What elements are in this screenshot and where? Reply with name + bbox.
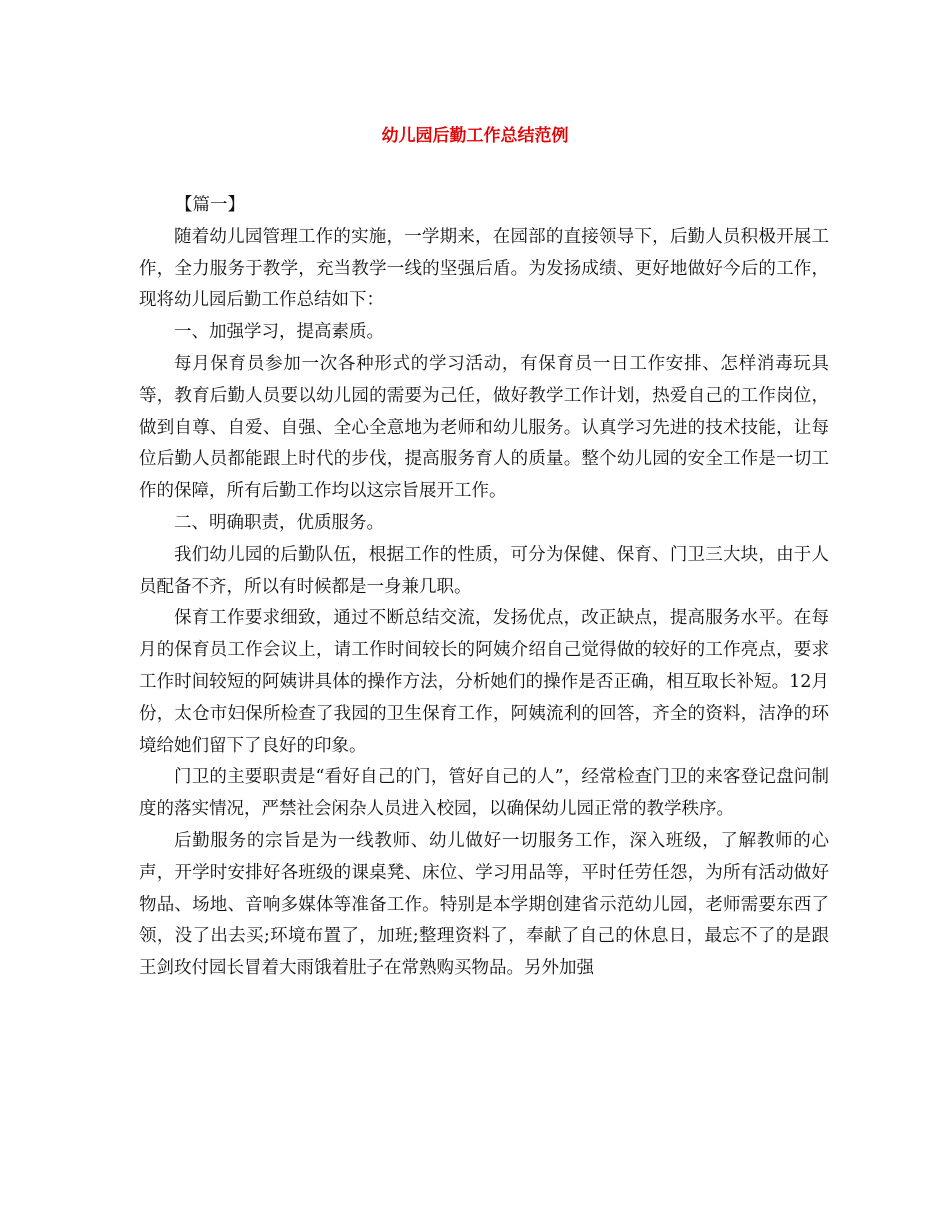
heading-study: 一、加强学习，提高素质。 (174, 322, 384, 343)
document-title: 幼儿园后勤工作总结范例 (381, 126, 569, 146)
paragraph-guard: 门卫的主要职责是“看好自己的门，管好自己的人”，经常检查门卫的来客登记盘问制度的落实情况，严禁社会闲杂人员进入校园，以确保幼儿园正常的教学秩序。 (139, 767, 829, 820)
heading-duties: 二、明确职责，优质服务。 (174, 512, 384, 533)
paragraph-team: 我们幼儿园的后勤队伍，根据工作的性质，可分为保健、保育、门卫三大块，由于人员配备不齐，所以有时候都是一身兼几职。 (139, 544, 829, 597)
paragraph-intro: 随着幼儿园管理工作的实施，一学期来，在园部的直接领导下，后勤人员积极开展工作，全力服务于教学，充当教学一线的坚强后盾。为发扬成绩、更好地做好今后的工作，现将幼儿园后勤工作总结如下： (139, 226, 829, 311)
paragraph-childcare: 保育工作要求细致，通过不断总结交流，发扬优点，改正缺点，提高服务水平。在每月的保育员工作会议上，请工作时间较长的阿姨介绍自己觉得做的较好的工作亮点，要求工作时间较短的阿姨讲具体的操作方法，分析她们的操作是否正确，相互取长补短。12月份，太仓市妇保所检查了我园的卫生保育工作，阿姨流利的回答，齐全的资料，洁净的环境给她们留下了良好的印象。 (139, 608, 829, 756)
paragraph-study: 每月保育员参加一次各种形式的学习活动，有保育员一日工作安排、怎样消毒玩具等，教育后勤人员要以幼儿园的需要为己任，做好教学工作计划，热爱自己的工作岗位，做到自尊、自爱、自强、全心全意地为老师和幼儿服务。认真学习先进的技术技能，让每位后勤人员都能跟上时代的步伐，提高服务育人的质量。整个幼儿园的安全工作是一切工作的保障，所有后勤工作均以这宗旨展开工作。 (139, 353, 829, 502)
section-label: 【篇一】 (175, 195, 245, 215)
document-body (139, 190, 829, 985)
paragraph-service: 后勤服务的宗旨是为一线教师、幼儿做好一切服务工作，深入班级，了解教师的心声，开学时安排好各班级的课桌凳、床位、学习用品等，平时任劳任怨，为所有活动做好物品、场地、音响多媒体等准备工作。特别是本学期创建省示范幼儿园，老师需要东西了领，没了出去买;环境布置了，加班;整理资料了，奉献了自己的休息日，最忘不了的是跟王剑玫付园长冒着大雨饿着肚子在常熟购买物品。另外加强 (139, 830, 829, 979)
